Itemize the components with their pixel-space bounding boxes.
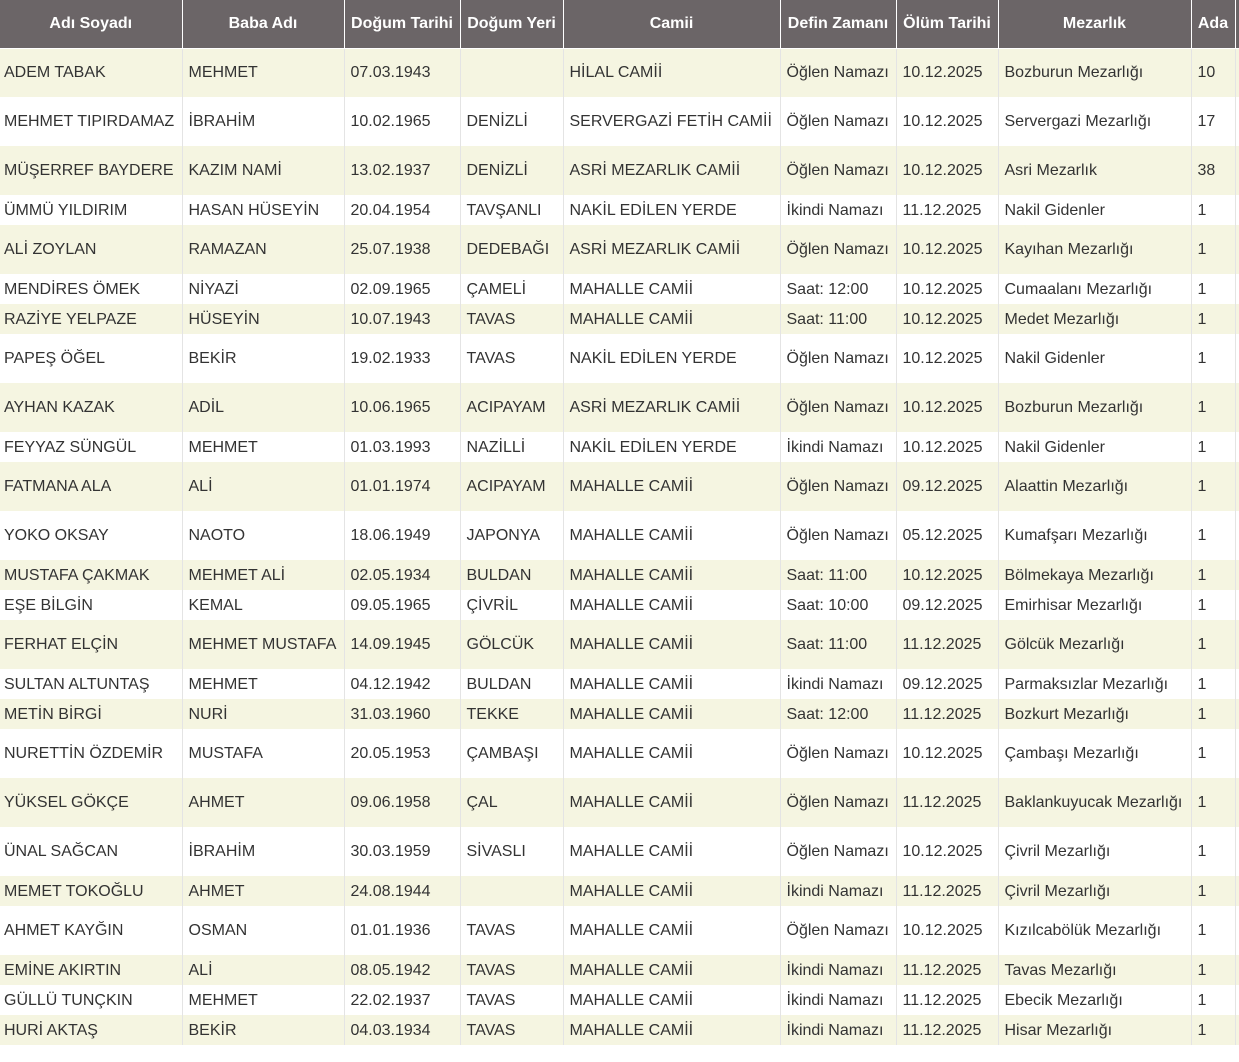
name-cell: MEMET TOKOĞLU (0, 876, 182, 906)
cemetery-cell: Bozkurt Mezarlığı (998, 699, 1191, 729)
cemetery-cell: Hisar Mezarlığı (998, 1015, 1191, 1045)
table-row (0, 334, 1239, 383)
death-date-cell: 10.12.2025 (896, 334, 998, 383)
burial-time-cell: Öğlen Namazı (780, 729, 896, 778)
death-date-cell: 10.12.2025 (896, 383, 998, 432)
table-row (0, 876, 1239, 906)
name-cell: PAPEŞ ÖĞEL (0, 334, 182, 383)
father-name-cell: AHMET (182, 778, 344, 827)
burial-time-cell: Saat: 11:00 (780, 304, 896, 334)
table-row (0, 985, 1239, 1015)
cemetery-cell: Çambaşı Mezarlığı (998, 729, 1191, 778)
table-row (0, 778, 1239, 827)
column-header[interactable]: Camii (563, 0, 780, 48)
ada-cell: 1 (1191, 729, 1235, 778)
mosque-cell: MAHALLE CAMİİ (563, 669, 780, 699)
father-name-cell: BEKİR (182, 334, 344, 383)
birth-place-cell (460, 876, 563, 906)
cemetery-cell: Bozburun Mezarlığı (998, 48, 1191, 97)
name-cell: ÜNAL SAĞCAN (0, 827, 182, 876)
table-row (0, 383, 1239, 432)
row-spacer (1235, 906, 1239, 955)
table-row (0, 906, 1239, 955)
mosque-cell: MAHALLE CAMİİ (563, 699, 780, 729)
table-body (0, 48, 1239, 1045)
mosque-cell: ASRİ MEZARLIK CAMİİ (563, 383, 780, 432)
cemetery-cell: Bozburun Mezarlığı (998, 383, 1191, 432)
name-cell: HURİ AKTAŞ (0, 1015, 182, 1045)
death-date-cell: 10.12.2025 (896, 97, 998, 146)
birth-place-cell: ÇAL (460, 778, 563, 827)
birth-place-cell: TAVAS (460, 906, 563, 955)
birth-place-cell: BULDAN (460, 669, 563, 699)
cemetery-cell: Nakil Gidenler (998, 195, 1191, 225)
birth-date-cell: 10.07.1943 (344, 304, 460, 334)
father-name-cell: İBRAHİM (182, 97, 344, 146)
death-date-cell: 09.12.2025 (896, 669, 998, 699)
burial-time-cell: İkindi Namazı (780, 432, 896, 462)
birth-place-cell (460, 48, 563, 97)
ada-cell: 1 (1191, 985, 1235, 1015)
cemetery-cell: Asri Mezarlık (998, 146, 1191, 195)
birth-date-cell: 08.05.1942 (344, 955, 460, 985)
name-cell: ADEM TABAK (0, 48, 182, 97)
name-cell: FATMANA ALA (0, 462, 182, 511)
table-row (0, 48, 1239, 97)
cemetery-cell: Kayıhan Mezarlığı (998, 225, 1191, 274)
birth-place-cell: SİVASLI (460, 827, 563, 876)
mosque-cell: SERVERGAZİ FETİH CAMİİ (563, 97, 780, 146)
burial-time-cell: Öğlen Namazı (780, 383, 896, 432)
father-name-cell: AHMET (182, 876, 344, 906)
death-date-cell: 10.12.2025 (896, 432, 998, 462)
burial-time-cell: İkindi Namazı (780, 876, 896, 906)
death-date-cell: 11.12.2025 (896, 985, 998, 1015)
mosque-cell: HİLAL CAMİİ (563, 48, 780, 97)
column-header[interactable]: Ada (1191, 0, 1235, 48)
table-row (0, 97, 1239, 146)
birth-place-cell: TAVAS (460, 985, 563, 1015)
cemetery-cell: Cumaalanı Mezarlığı (998, 274, 1191, 304)
column-header[interactable]: Ölüm Tarihi (896, 0, 998, 48)
table-row (0, 560, 1239, 590)
burial-time-cell: İkindi Namazı (780, 955, 896, 985)
row-spacer (1235, 729, 1239, 778)
table-row (0, 146, 1239, 195)
birth-place-cell: ACIPAYAM (460, 383, 563, 432)
row-spacer (1235, 274, 1239, 304)
birth-place-cell: TAVAS (460, 334, 563, 383)
birth-date-cell: 22.02.1937 (344, 985, 460, 1015)
mosque-cell: MAHALLE CAMİİ (563, 876, 780, 906)
death-date-cell: 11.12.2025 (896, 955, 998, 985)
ada-cell: 1 (1191, 906, 1235, 955)
birth-date-cell: 01.01.1974 (344, 462, 460, 511)
birth-place-cell: TAVAS (460, 1015, 563, 1045)
name-cell: FEYYAZ SÜNGÜL (0, 432, 182, 462)
birth-date-cell: 14.09.1945 (344, 620, 460, 669)
table-row (0, 462, 1239, 511)
header-row (0, 0, 1239, 48)
father-name-cell: HÜSEYİN (182, 304, 344, 334)
column-header[interactable]: Mezarlık (998, 0, 1191, 48)
column-header[interactable]: Adı Soyadı (0, 0, 182, 48)
row-spacer (1235, 304, 1239, 334)
cemetery-cell: Baklankuyucak Mezarlığı (998, 778, 1191, 827)
father-name-cell: MEHMET (182, 669, 344, 699)
name-cell: AYHAN KAZAK (0, 383, 182, 432)
burial-time-cell: Saat: 12:00 (780, 699, 896, 729)
table-row (0, 590, 1239, 620)
cemetery-cell: Çivril Mezarlığı (998, 827, 1191, 876)
father-name-cell: ALİ (182, 462, 344, 511)
name-cell: METİN BİRGİ (0, 699, 182, 729)
birth-place-cell: DENİZLİ (460, 146, 563, 195)
row-spacer (1235, 827, 1239, 876)
mosque-cell: MAHALLE CAMİİ (563, 729, 780, 778)
name-cell: MENDİRES ÖMEK (0, 274, 182, 304)
table-row (0, 195, 1239, 225)
father-name-cell: OSMAN (182, 906, 344, 955)
burial-time-cell: Saat: 12:00 (780, 274, 896, 304)
table-row (0, 1015, 1239, 1045)
birth-date-cell: 04.03.1934 (344, 1015, 460, 1045)
table-row (0, 511, 1239, 560)
burial-time-cell: Saat: 10:00 (780, 590, 896, 620)
cemetery-cell: Medet Mezarlığı (998, 304, 1191, 334)
death-date-cell: 10.12.2025 (896, 225, 998, 274)
row-spacer (1235, 778, 1239, 827)
birth-date-cell: 31.03.1960 (344, 699, 460, 729)
ada-cell: 1 (1191, 225, 1235, 274)
name-cell: SULTAN ALTUNTAŞ (0, 669, 182, 699)
death-date-cell: 11.12.2025 (896, 620, 998, 669)
cemetery-cell: Çivril Mezarlığı (998, 876, 1191, 906)
table-row (0, 432, 1239, 462)
birth-place-cell: TAVAS (460, 304, 563, 334)
mosque-cell: MAHALLE CAMİİ (563, 906, 780, 955)
ada-cell: 1 (1191, 383, 1235, 432)
birth-date-cell: 30.03.1959 (344, 827, 460, 876)
row-spacer (1235, 620, 1239, 669)
father-name-cell: İBRAHİM (182, 827, 344, 876)
birth-date-cell: 19.02.1933 (344, 334, 460, 383)
mosque-cell: MAHALLE CAMİİ (563, 560, 780, 590)
table-row (0, 699, 1239, 729)
mosque-cell: MAHALLE CAMİİ (563, 274, 780, 304)
table-row (0, 669, 1239, 699)
name-cell: EMİNE AKIRTIN (0, 955, 182, 985)
birth-place-cell: DENİZLİ (460, 97, 563, 146)
burial-time-cell: Saat: 11:00 (780, 620, 896, 669)
father-name-cell: MEHMET (182, 985, 344, 1015)
death-date-cell: 05.12.2025 (896, 511, 998, 560)
birth-date-cell: 01.03.1993 (344, 432, 460, 462)
ada-cell: 1 (1191, 511, 1235, 560)
name-cell: YOKO OKSAY (0, 511, 182, 560)
mosque-cell: MAHALLE CAMİİ (563, 511, 780, 560)
death-date-cell: 10.12.2025 (896, 146, 998, 195)
row-spacer (1235, 48, 1239, 97)
death-date-cell: 11.12.2025 (896, 778, 998, 827)
birth-place-cell: JAPONYA (460, 511, 563, 560)
burial-time-cell: İkindi Namazı (780, 1015, 896, 1045)
row-spacer (1235, 146, 1239, 195)
death-date-cell: 11.12.2025 (896, 1015, 998, 1045)
burial-time-cell: Öğlen Namazı (780, 225, 896, 274)
birth-date-cell: 01.01.1936 (344, 906, 460, 955)
father-name-cell: MEHMET ALİ (182, 560, 344, 590)
mosque-cell: MAHALLE CAMİİ (563, 620, 780, 669)
name-cell: ALİ ZOYLAN (0, 225, 182, 274)
ada-cell: 1 (1191, 876, 1235, 906)
cemetery-cell: Tavas Mezarlığı (998, 955, 1191, 985)
ada-cell: 1 (1191, 304, 1235, 334)
mosque-cell: MAHALLE CAMİİ (563, 304, 780, 334)
mosque-cell: NAKİL EDİLEN YERDE (563, 432, 780, 462)
birth-date-cell: 25.07.1938 (344, 225, 460, 274)
father-name-cell: MEHMET (182, 432, 344, 462)
father-name-cell: BEKİR (182, 1015, 344, 1045)
father-name-cell: MUSTAFA (182, 729, 344, 778)
death-date-cell: 11.12.2025 (896, 195, 998, 225)
mosque-cell: ASRİ MEZARLIK CAMİİ (563, 146, 780, 195)
mosque-cell: NAKİL EDİLEN YERDE (563, 195, 780, 225)
birth-date-cell: 10.02.1965 (344, 97, 460, 146)
birth-place-cell: TAVAS (460, 955, 563, 985)
death-date-cell: 10.12.2025 (896, 906, 998, 955)
birth-place-cell: TAVŞANLI (460, 195, 563, 225)
ada-cell: 1 (1191, 560, 1235, 590)
birth-date-cell: 18.06.1949 (344, 511, 460, 560)
cemetery-cell: Parmaksızlar Mezarlığı (998, 669, 1191, 699)
cemetery-cell: Nakil Gidenler (998, 432, 1191, 462)
burial-time-cell: Öğlen Namazı (780, 906, 896, 955)
burial-time-cell: Öğlen Namazı (780, 462, 896, 511)
birth-place-cell: DEDEBAĞI (460, 225, 563, 274)
birth-date-cell: 24.08.1944 (344, 876, 460, 906)
burial-time-cell: İkindi Namazı (780, 195, 896, 225)
column-header[interactable]: Defin Zamanı (780, 0, 896, 48)
cemetery-cell: Bölmekaya Mezarlığı (998, 560, 1191, 590)
birth-place-cell: NAZİLLİ (460, 432, 563, 462)
name-cell: RAZİYE YELPAZE (0, 304, 182, 334)
birth-date-cell: 02.05.1934 (344, 560, 460, 590)
death-date-cell: 09.12.2025 (896, 590, 998, 620)
cemetery-cell: Gölcük Mezarlığı (998, 620, 1191, 669)
name-cell: MEHMET TIPIRDAMAZ (0, 97, 182, 146)
birth-date-cell: 09.05.1965 (344, 590, 460, 620)
birth-place-cell: BULDAN (460, 560, 563, 590)
mosque-cell: MAHALLE CAMİİ (563, 985, 780, 1015)
name-cell: AHMET KAYĞIN (0, 906, 182, 955)
row-spacer (1235, 225, 1239, 274)
ada-cell: 1 (1191, 274, 1235, 304)
cemetery-cell: Kumafşarı Mezarlığı (998, 511, 1191, 560)
row-spacer (1235, 195, 1239, 225)
ada-cell: 1 (1191, 432, 1235, 462)
death-date-cell: 10.12.2025 (896, 48, 998, 97)
death-date-cell: 10.12.2025 (896, 827, 998, 876)
birth-date-cell: 04.12.1942 (344, 669, 460, 699)
birth-place-cell: TEKKE (460, 699, 563, 729)
father-name-cell: MEHMET MUSTAFA (182, 620, 344, 669)
father-name-cell: MEHMET (182, 48, 344, 97)
cemetery-cell: Kızılcabölük Mezarlığı (998, 906, 1191, 955)
birth-date-cell: 07.03.1943 (344, 48, 460, 97)
burial-time-cell: Öğlen Namazı (780, 511, 896, 560)
name-cell: YÜKSEL GÖKÇE (0, 778, 182, 827)
cemetery-cell: Servergazi Mezarlığı (998, 97, 1191, 146)
cemetery-cell: Ebecik Mezarlığı (998, 985, 1191, 1015)
mosque-cell: MAHALLE CAMİİ (563, 590, 780, 620)
birth-date-cell: 10.06.1965 (344, 383, 460, 432)
name-cell: MUSTAFA ÇAKMAK (0, 560, 182, 590)
ada-cell: 1 (1191, 1015, 1235, 1045)
row-spacer (1235, 511, 1239, 560)
table-row (0, 274, 1239, 304)
burial-time-cell: Öğlen Namazı (780, 146, 896, 195)
father-name-cell: RAMAZAN (182, 225, 344, 274)
death-date-cell: 11.12.2025 (896, 876, 998, 906)
father-name-cell: NURİ (182, 699, 344, 729)
birth-date-cell: 13.02.1937 (344, 146, 460, 195)
column-header[interactable]: Doğum Tarihi (344, 0, 460, 48)
father-name-cell: NİYAZİ (182, 274, 344, 304)
table-row (0, 729, 1239, 778)
father-name-cell: KAZIM NAMİ (182, 146, 344, 195)
ada-cell: 1 (1191, 778, 1235, 827)
cemetery-cell: Alaattin Mezarlığı (998, 462, 1191, 511)
death-date-cell: 10.12.2025 (896, 729, 998, 778)
ada-cell: 1 (1191, 699, 1235, 729)
name-cell: EŞE BİLGİN (0, 590, 182, 620)
ada-cell: 10 (1191, 48, 1235, 97)
table-row (0, 304, 1239, 334)
row-spacer (1235, 985, 1239, 1015)
mosque-cell: MAHALLE CAMİİ (563, 955, 780, 985)
ada-cell: 1 (1191, 955, 1235, 985)
father-name-cell: HASAN HÜSEYİN (182, 195, 344, 225)
father-name-cell: KEMAL (182, 590, 344, 620)
death-date-cell: 09.12.2025 (896, 462, 998, 511)
row-spacer (1235, 590, 1239, 620)
row-spacer (1235, 334, 1239, 383)
ada-cell: 1 (1191, 195, 1235, 225)
ada-cell: 1 (1191, 669, 1235, 699)
row-spacer (1235, 1015, 1239, 1045)
name-cell: NURETTİN ÖZDEMİR (0, 729, 182, 778)
row-spacer (1235, 876, 1239, 906)
burial-time-cell: Öğlen Namazı (780, 97, 896, 146)
row-spacer (1235, 955, 1239, 985)
table-row (0, 225, 1239, 274)
burial-time-cell: Öğlen Namazı (780, 334, 896, 383)
table-row (0, 955, 1239, 985)
mosque-cell: NAKİL EDİLEN YERDE (563, 334, 780, 383)
mosque-cell: ASRİ MEZARLIK CAMİİ (563, 225, 780, 274)
name-cell: GÜLLÜ TUNÇKIN (0, 985, 182, 1015)
ada-cell: 1 (1191, 334, 1235, 383)
mosque-cell: MAHALLE CAMİİ (563, 462, 780, 511)
table-row (0, 620, 1239, 669)
birth-place-cell: ÇİVRİL (460, 590, 563, 620)
burial-time-cell: İkindi Namazı (780, 669, 896, 699)
name-cell: FERHAT ELÇİN (0, 620, 182, 669)
birth-place-cell: GÖLCÜK (460, 620, 563, 669)
ada-cell: 1 (1191, 620, 1235, 669)
row-spacer (1235, 383, 1239, 432)
mosque-cell: MAHALLE CAMİİ (563, 1015, 780, 1045)
column-header[interactable]: Doğum Yeri (460, 0, 563, 48)
row-spacer (1235, 432, 1239, 462)
cemetery-cell: Emirhisar Mezarlığı (998, 590, 1191, 620)
row-spacer (1235, 560, 1239, 590)
header-spacer (1235, 0, 1239, 48)
row-spacer (1235, 97, 1239, 146)
birth-date-cell: 20.04.1954 (344, 195, 460, 225)
column-header[interactable]: Baba Adı (182, 0, 344, 48)
father-name-cell: ALİ (182, 955, 344, 985)
birth-place-cell: ÇAMBAŞI (460, 729, 563, 778)
ada-cell: 1 (1191, 462, 1235, 511)
ada-cell: 1 (1191, 590, 1235, 620)
birth-date-cell: 20.05.1953 (344, 729, 460, 778)
death-date-cell: 10.12.2025 (896, 560, 998, 590)
birth-place-cell: ACIPAYAM (460, 462, 563, 511)
name-cell: ÜMMÜ YILDIRIM (0, 195, 182, 225)
name-cell: MÜŞERREF BAYDERE (0, 146, 182, 195)
birth-date-cell: 02.09.1965 (344, 274, 460, 304)
ada-cell: 38 (1191, 146, 1235, 195)
cemetery-cell: Nakil Gidenler (998, 334, 1191, 383)
burial-time-cell: İkindi Namazı (780, 985, 896, 1015)
mosque-cell: MAHALLE CAMİİ (563, 778, 780, 827)
row-spacer (1235, 699, 1239, 729)
father-name-cell: ADİL (182, 383, 344, 432)
burial-time-cell: Saat: 11:00 (780, 560, 896, 590)
burial-time-cell: Öğlen Namazı (780, 827, 896, 876)
death-date-cell: 11.12.2025 (896, 699, 998, 729)
mosque-cell: MAHALLE CAMİİ (563, 827, 780, 876)
death-date-cell: 10.12.2025 (896, 304, 998, 334)
row-spacer (1235, 669, 1239, 699)
ada-cell: 1 (1191, 827, 1235, 876)
death-date-cell: 10.12.2025 (896, 274, 998, 304)
burial-time-cell: Öğlen Namazı (780, 48, 896, 97)
table-row (0, 827, 1239, 876)
father-name-cell: NAOTO (182, 511, 344, 560)
birth-date-cell: 09.06.1958 (344, 778, 460, 827)
ada-cell: 17 (1191, 97, 1235, 146)
row-spacer (1235, 462, 1239, 511)
birth-place-cell: ÇAMELİ (460, 274, 563, 304)
burial-time-cell: Öğlen Namazı (780, 778, 896, 827)
